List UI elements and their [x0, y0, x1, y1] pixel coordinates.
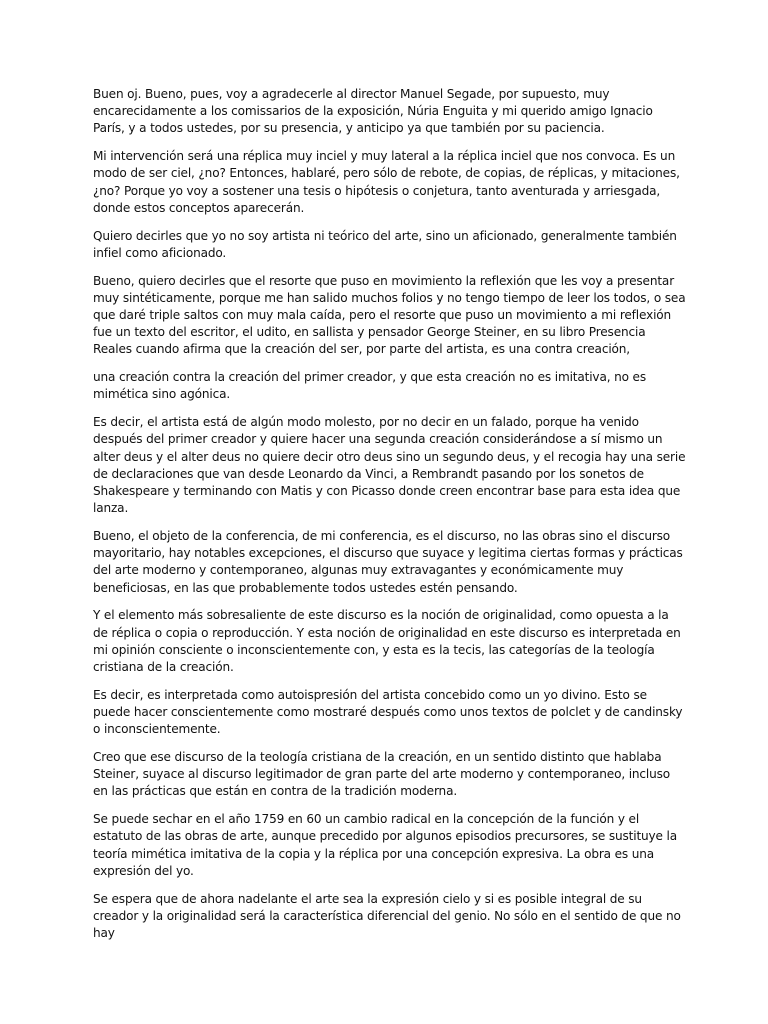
document-page [93, 86, 687, 953]
paragraph-12: Se espera que de ahora nadelante el arte sea la expresión cielo y si es posible integral de su creador y la originalidad será la característica diferencial del genio. No sólo en el sentido de que no hay [93, 891, 681, 941]
paragraph-7: Bueno, el objeto de la conferencia, de mi conferencia, es el discurso, no las obras sino el discurso mayoritario, hay notables excepciones, el discurso que suyace y legitima ciertas formas y prácticas del arte moderno y contemporaneo, algunas muy extravagantes y económicamente muy beneficiosas, en las que probablemente todos ustedes estén pensando. [93, 529, 683, 595]
paragraph-11: Se puede sechar en el año 1759 en 60 un cambio radical en la concepción de la función y el estatuto de las obras de arte, aunque precedido por algunos episodios precursores, se sustituye la teoría mimética imitativa de la copia y la réplica por una concepción expresiva. La obra es una expresión del yo. [93, 812, 678, 878]
paragraph-10: Creo que ese discurso de la teología cristiana de la creación, en un sentido distinto que hablaba Steiner, suyace al discurso legitimador de gran parte del arte moderno y contemporaneo, incluso en las prácticas que están en contra de la tradición moderna. [93, 750, 671, 799]
paragraph-8: Y el elemento más sobresaliente de este discurso es la noción de originalidad, como opuesta a la de réplica o copia o reproducción. Y esta noción de originalidad en este discurso es interpretada en mi opinión consciente o inconscientemente con, y esta es la tecis, las categorías de la teología cristiana de la creación. [93, 608, 681, 675]
paragraph-1: Buen oj. Bueno, pues, voy a agradecerle al director Manuel Segade, por supuesto, muy encarecidamente a los comissarios de la exposición, Núria Enguita y mi querido amigo Ignacio París, y a todos ustedes, por su presencia, y anticipo ya que también por su paciencia. [93, 87, 653, 136]
paragraph-5: una creación contra la creación del primer creador, y que esta creación no es imitativa, no es mimética sino agónica. [93, 370, 646, 402]
paragraph-3: Quiero decirles que yo no soy artista ni teórico del arte, sino un aficionado, generalmente también infiel como aficionado. [93, 228, 677, 260]
paragraph-6: Es decir, el artista está de algún modo molesto, por no decir en un falado, porque ha venido después del primer creador y quiere hacer una segunda creación considerándose a sí mismo un alter deus y el alter deus no quiere decir otro deus sino un segundo deus, y el recogia hay una serie de declaraciones que van desde Leonardo da Vinci, a Rembrandt pasando por los sonetos de Shakespeare y terminando con Matis y con Picasso donde creen encontrar base para esta idea que lanza. [93, 415, 686, 516]
paragraph-4: Bueno, quiero decirles que el resorte que puso en movimiento la reflexión que les voy a presentar muy sintéticamente, porque me han salido muchos folios y no tengo tiempo de leer los todos, o sea que daré triple saltos con muy mala caída, pero el resorte que puso un movimiento a mi reflexión fue un texto del escritor, el udito, en sallista y pensador George Steiner, en su libro Presencia Reales cuando afirma que la creación del ser, por parte del artista, es una contra creación, [93, 273, 686, 357]
paragraph-9: Es decir, es interpretada como autoispresión del artista concebido como un yo divino. Esto se puede hacer conscientemente como mostraré después como unos textos de polclet y de candinsky o inconscientemente. [93, 687, 683, 737]
paragraph-2: Mi intervención será una réplica muy inciel y muy lateral a la réplica inciel que nos convoca. Es un modo de ser ciel, ¿no? Entonces, hablaré, pero sólo de rebote, de copias, de réplicas, y mitaciones, ¿no? Porque yo voy a sostener una tesis o hipótesis o conjetura, tanto aventurada y arriesgada, donde estos conceptos aparecerán. [93, 149, 680, 215]
